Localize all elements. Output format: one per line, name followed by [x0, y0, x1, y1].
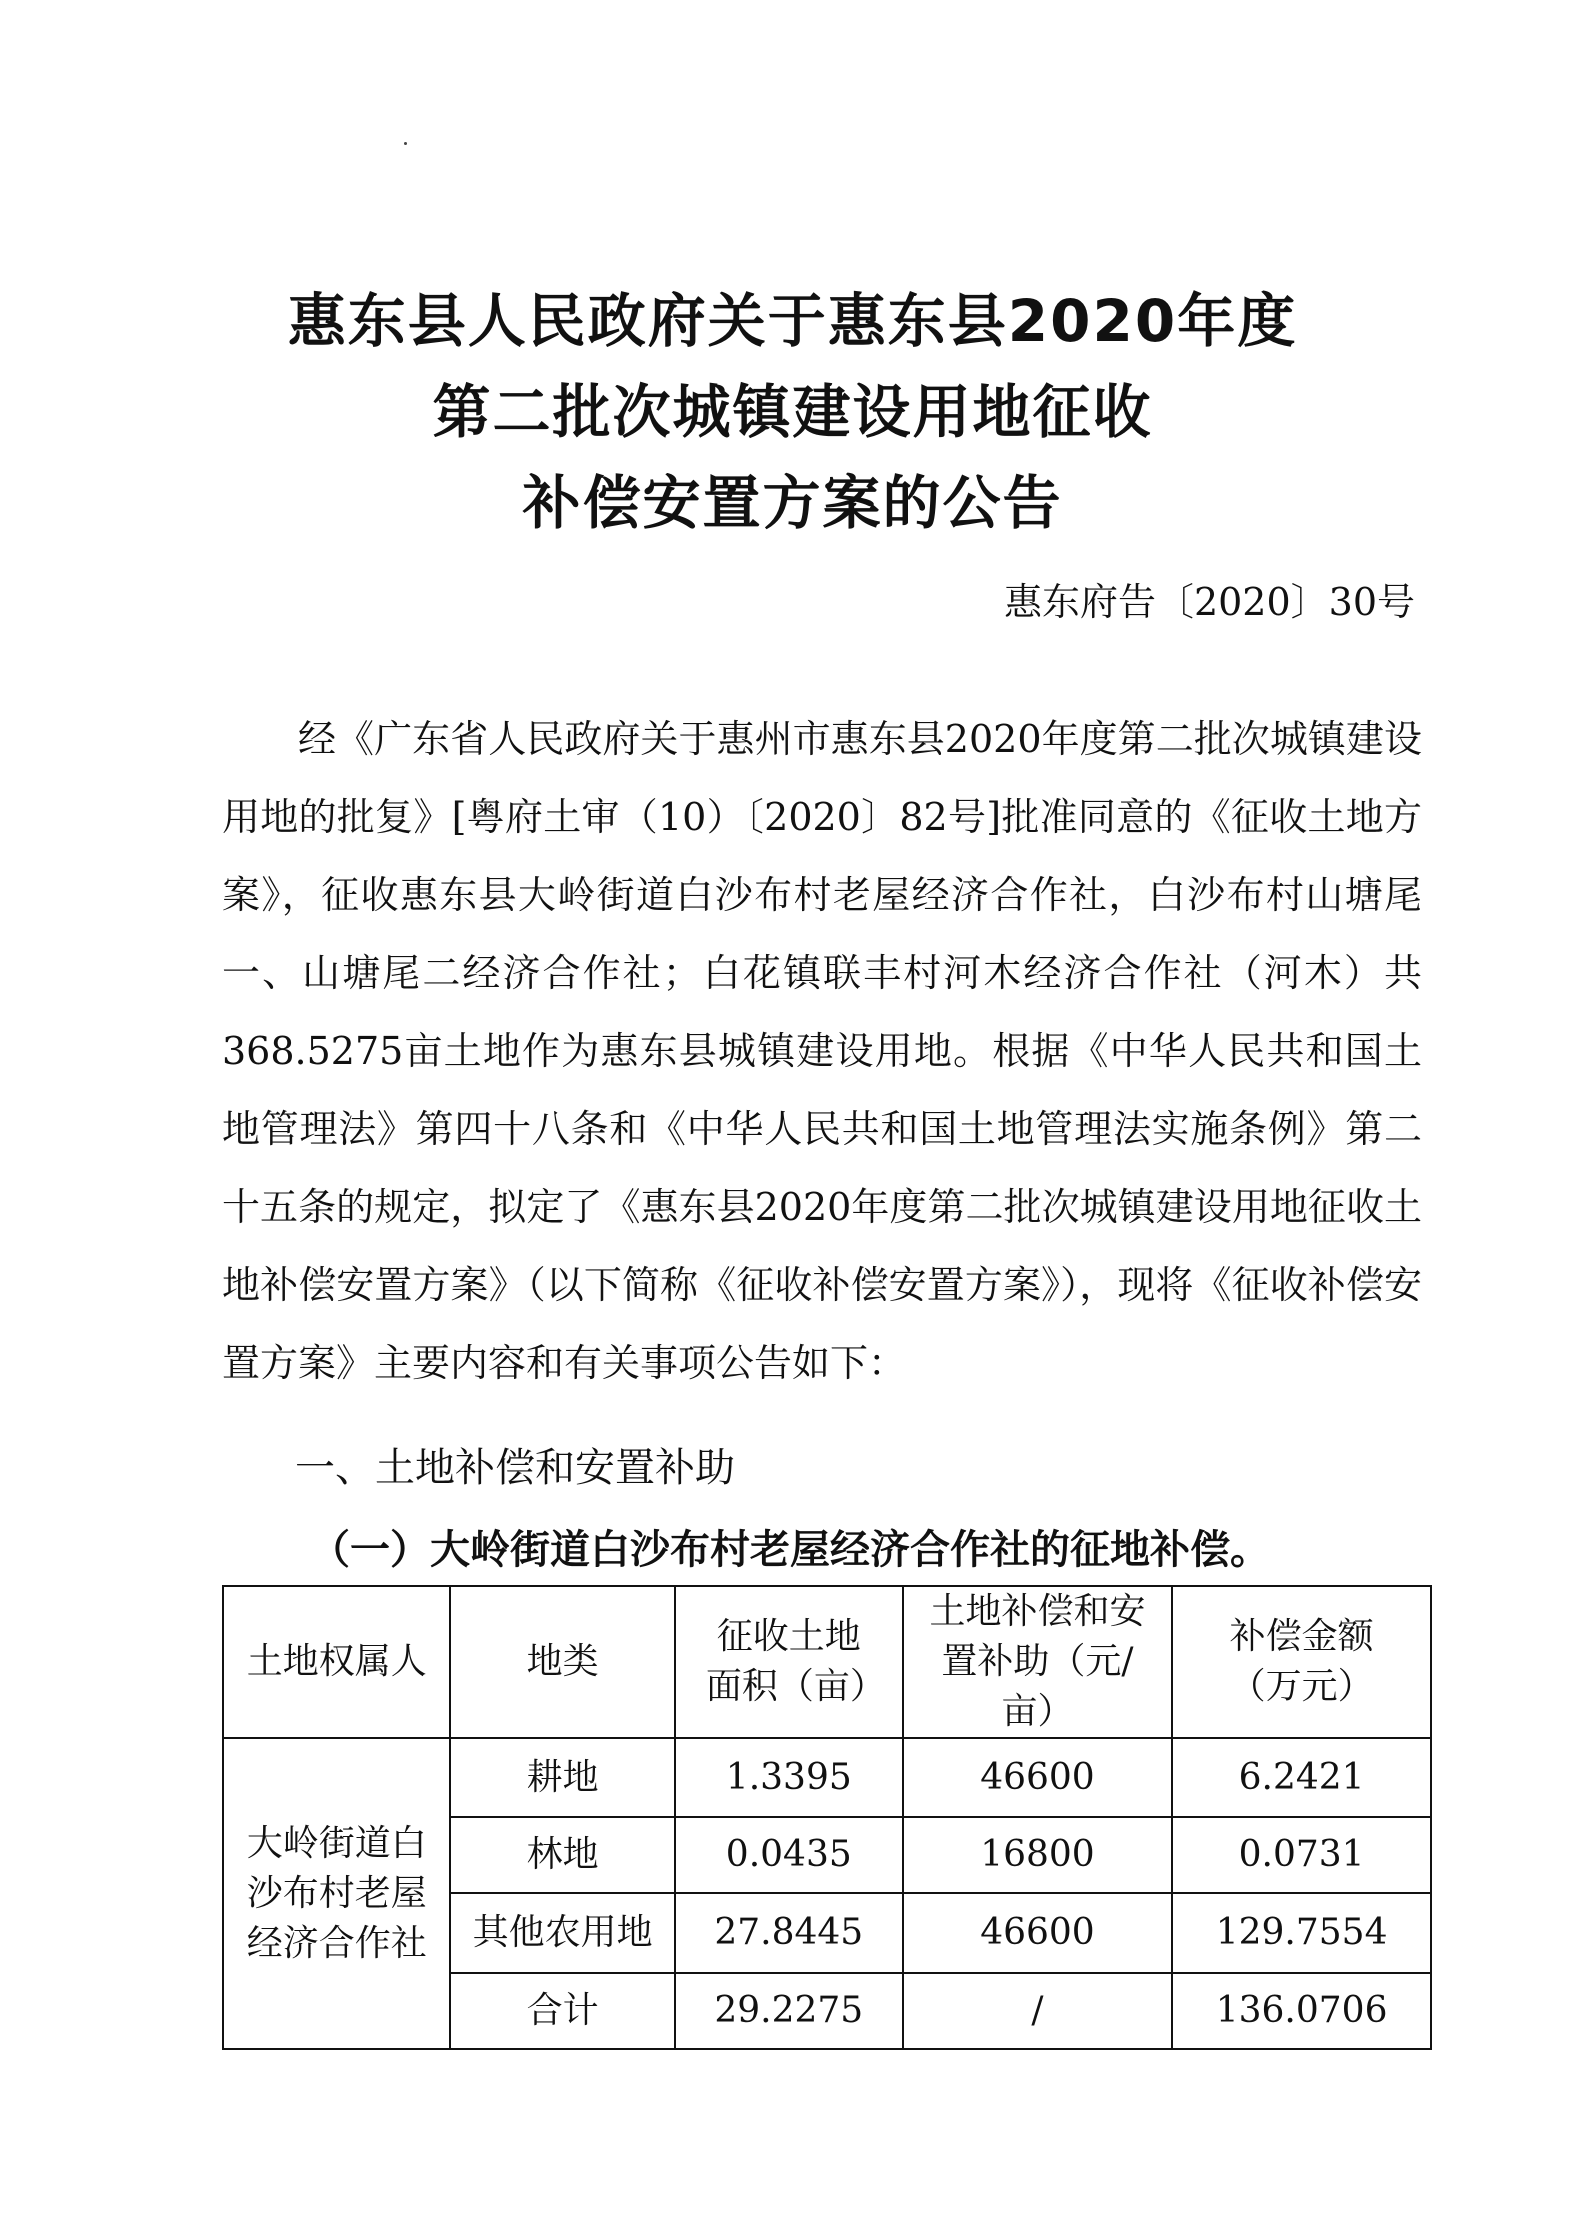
sub-heading: （一）大岭街道白沙布村老屋经济合作社的征地补偿。	[310, 1527, 1270, 1573]
table-header-row	[223, 1586, 1431, 1738]
cell-area: 27.8445	[675, 1893, 903, 1973]
section-heading: 一、土地补偿和安置补助	[295, 1445, 735, 1491]
body-paragraph: 经《广东省人民政府关于惠州市惠东县2020年度第二批次城镇建设用地的批复》[粤府土审（10）〔2020〕82号]批准同意的《征收土地方案》，征收惠东县大岭街道白沙布村老屋经济合作社，白沙布村山塘尾一、山塘尾二经济合作社；白花镇联丰村河木经济合作社（河木）共368.5275亩土地作为惠东县城镇建设用地。根据《中华人民共和国土地管理法》第四十八条和《中华人民共和国土地管理法实施条例》第二十五条的规定，拟定了《惠东县2020年度第二批次城镇建设用地征收土地补偿安置方案》（以下简称《征收补偿安置方案》），现将《征收补偿安置方案》主要内容和有关事项公告如下：	[222, 717, 1422, 1385]
compensation-table	[222, 1585, 1432, 2050]
cell-owner: 大岭街道白沙布村老屋经济合作社	[223, 1738, 450, 2049]
header-land-type: 地类	[450, 1586, 674, 1738]
cell-area: 0.0435	[675, 1817, 903, 1893]
header-owner: 土地权属人	[223, 1586, 450, 1738]
cell-rate: 16800	[903, 1817, 1173, 1893]
table-row	[223, 1738, 1431, 1817]
cell-amount: 0.0731	[1172, 1817, 1431, 1893]
cell-area: 29.2275	[675, 1973, 903, 2049]
header-rate: 土地补偿和安置补助（元/亩）	[903, 1586, 1173, 1738]
header-amount: 补偿金额（万元）	[1172, 1586, 1431, 1738]
title-line-3: 补偿安置方案的公告	[522, 469, 1063, 537]
title-line-1: 惠东县人民政府关于惠东县2020年度	[287, 287, 1298, 355]
cell-amount: 6.2421	[1172, 1738, 1431, 1817]
header-area: 征收土地面积（亩）	[675, 1586, 903, 1738]
cell-rate: 46600	[903, 1738, 1173, 1817]
scan-speck	[404, 142, 407, 145]
cell-land-type: 耕地	[450, 1738, 674, 1817]
cell-amount: 136.0706	[1172, 1973, 1431, 2049]
cell-rate: 46600	[903, 1893, 1173, 1973]
title-line-2: 第二批次城镇建设用地征收	[432, 378, 1153, 446]
cell-amount: 129.7554	[1172, 1893, 1431, 1973]
cell-land-type: 合计	[450, 1973, 674, 2049]
cell-rate: /	[903, 1973, 1173, 2049]
cell-land-type: 林地	[450, 1817, 674, 1893]
cell-land-type: 其他农用地	[450, 1893, 674, 1973]
document-number: 惠东府告〔2020〕30号	[1003, 580, 1415, 624]
cell-area: 1.3395	[675, 1738, 903, 1817]
